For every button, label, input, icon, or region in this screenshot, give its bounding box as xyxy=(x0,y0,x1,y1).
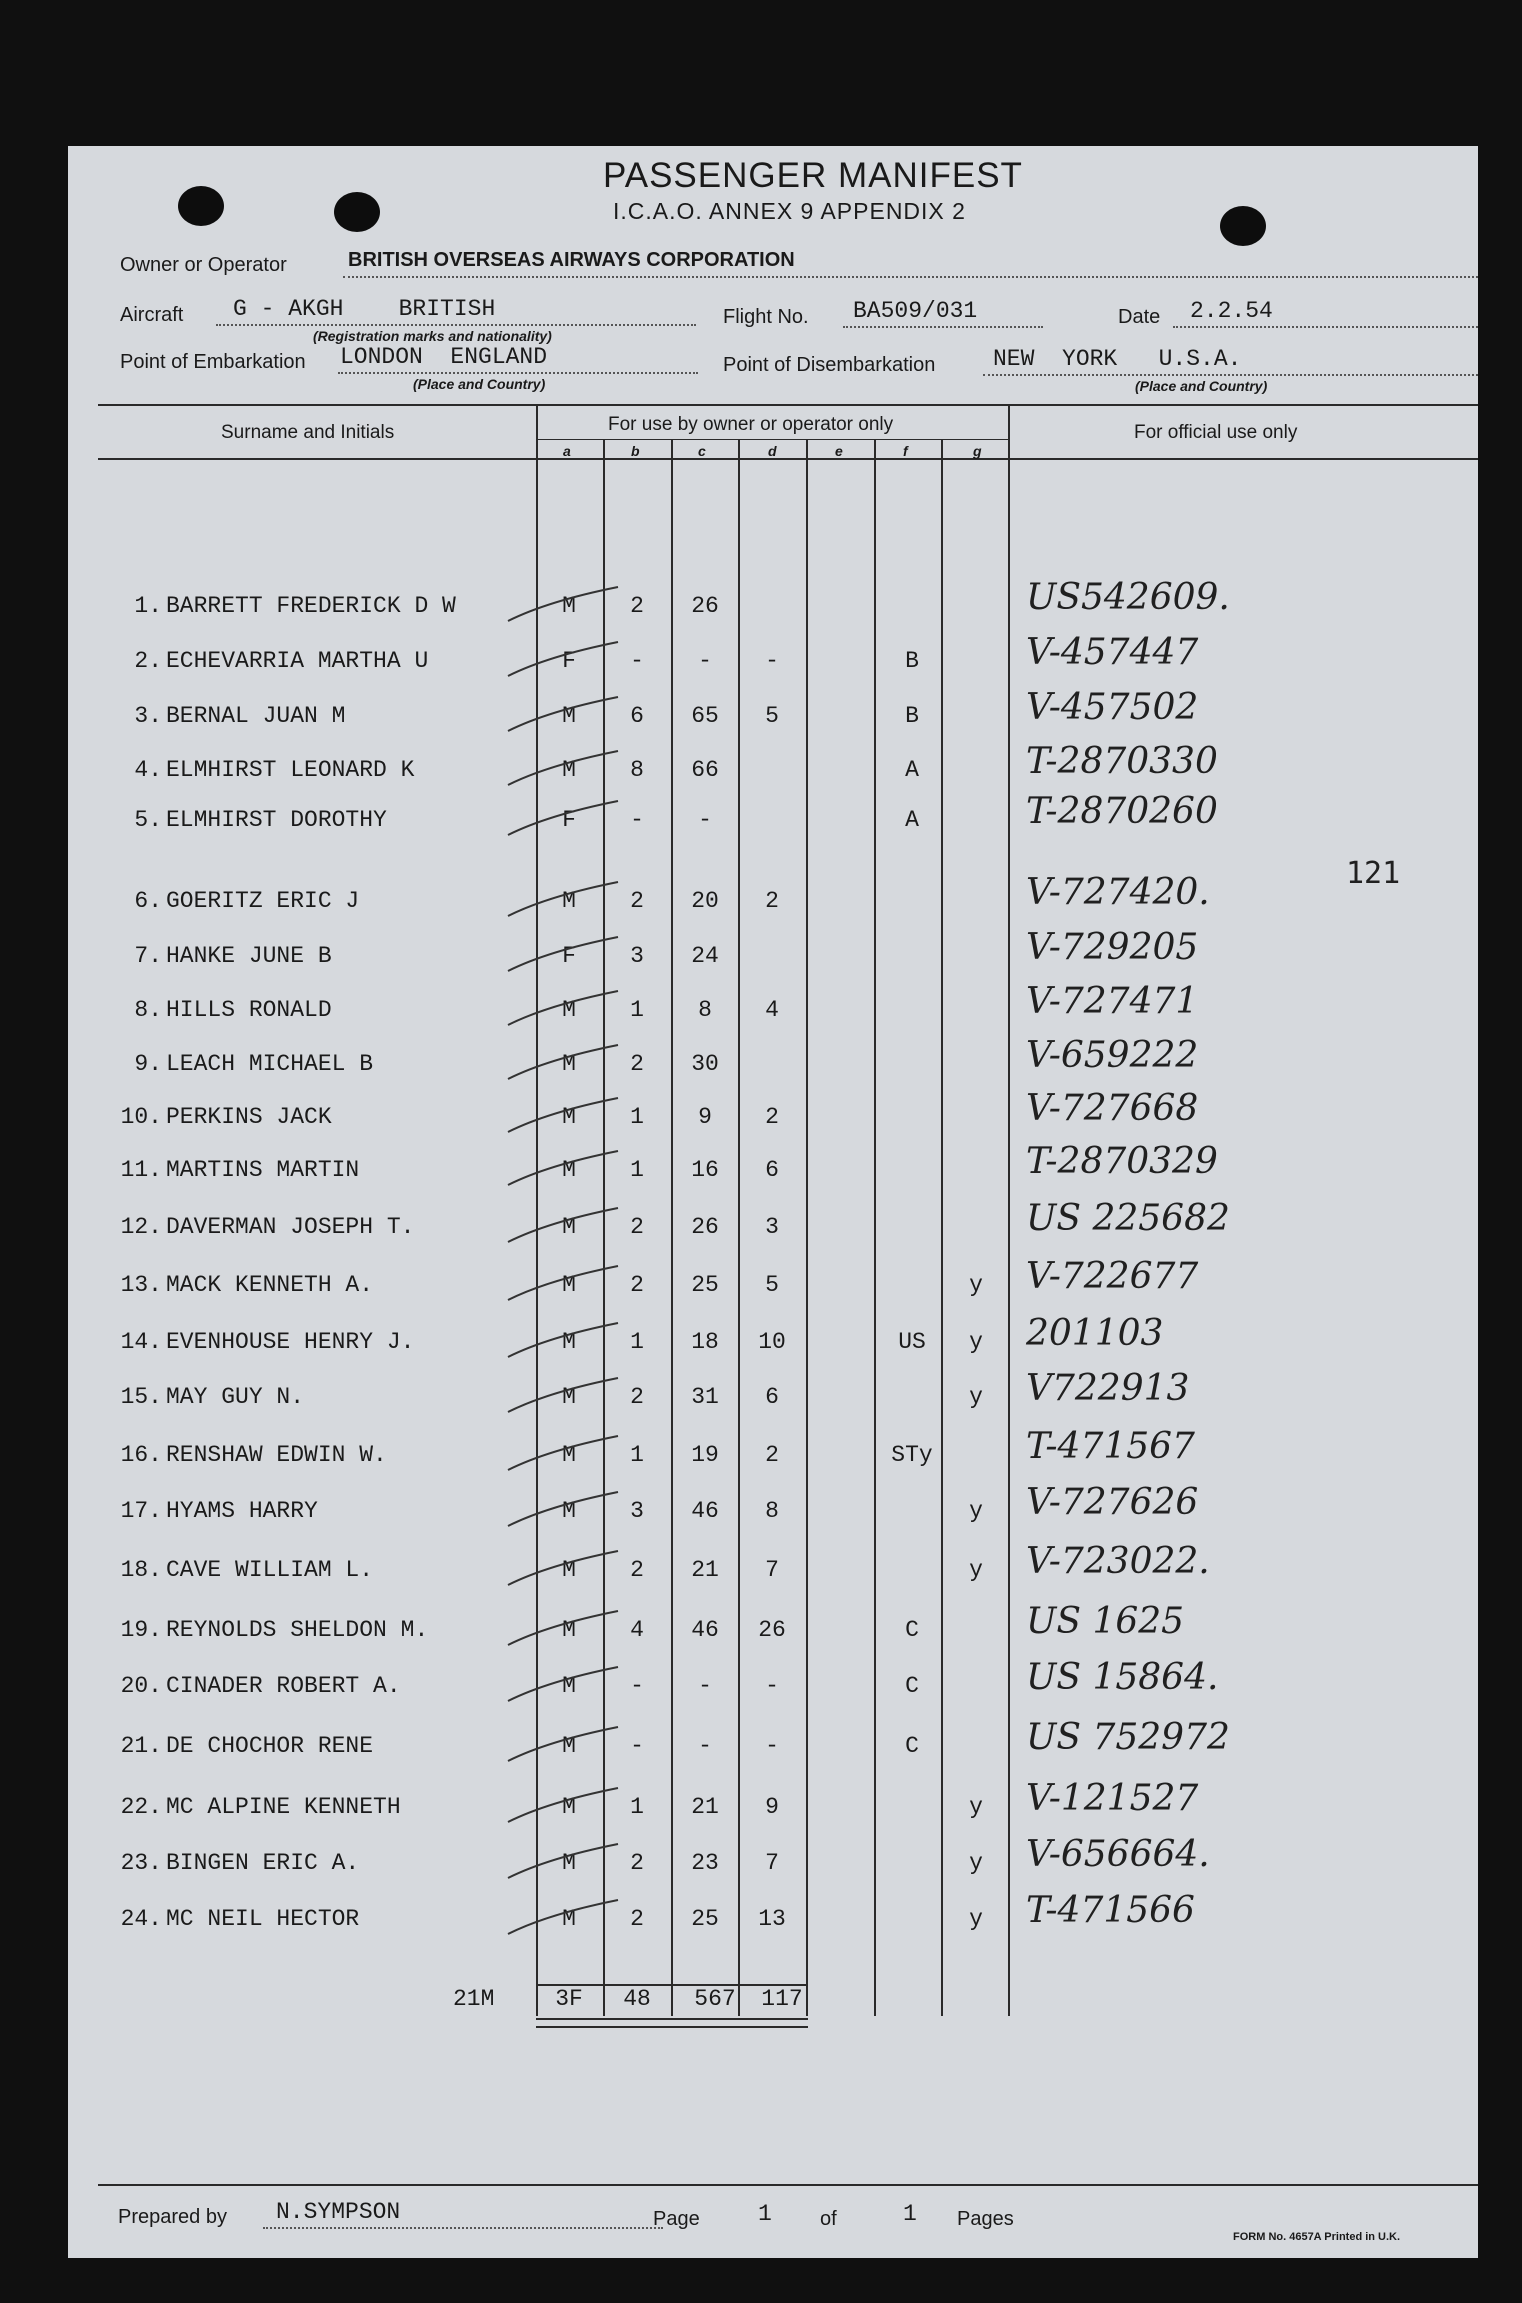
check-mark xyxy=(508,1788,618,1822)
cell-c: - xyxy=(698,1673,712,1699)
cell-b: 2 xyxy=(630,888,644,914)
cell-a: M xyxy=(562,1617,576,1643)
row-number: 1. xyxy=(134,593,162,619)
cell-f: C xyxy=(905,1733,919,1759)
check-mark xyxy=(508,1844,618,1878)
official-passport-number: US 1625 xyxy=(1026,1601,1185,1642)
col-sub-d: d xyxy=(768,443,777,459)
embarkation-note: (Place and Country) xyxy=(413,376,546,392)
cell-b: 8 xyxy=(630,757,644,783)
check-mark xyxy=(508,697,618,731)
passenger-name: REYNOLDS SHELDON M. xyxy=(166,1617,429,1643)
passenger-name: MACK KENNETH A. xyxy=(166,1272,374,1298)
row-number: 24. xyxy=(120,1906,162,1932)
check-mark xyxy=(508,1667,618,1701)
cell-f: B xyxy=(905,703,919,729)
row-number: 6. xyxy=(134,888,162,914)
official-passport-number: V-727471 xyxy=(1026,981,1199,1022)
cell-a: M xyxy=(562,703,576,729)
official-passport-number: V-727420. xyxy=(1026,872,1210,913)
manifest-sheet xyxy=(68,146,1478,2258)
total-d: 117 xyxy=(761,1986,803,2012)
passenger-name: HYAMS HARRY xyxy=(166,1498,318,1524)
official-passport-number: 201103 xyxy=(1026,1313,1164,1354)
cell-c: 65 xyxy=(691,703,719,729)
operator-value: BRITISH OVERSEAS AIRWAYS CORPORATION xyxy=(348,249,795,271)
cell-b: - xyxy=(630,1673,644,1699)
cell-b: - xyxy=(630,807,644,833)
cell-c: 25 xyxy=(691,1906,719,1932)
form-number: FORM No. 4657A Printed in U.K. xyxy=(1233,2231,1401,2243)
cell-a: M xyxy=(562,1442,576,1468)
aircraft-note: (Registration marks and nationality) xyxy=(313,328,552,344)
check-mark xyxy=(508,882,618,916)
check-mark xyxy=(508,1492,618,1526)
row-number: 14. xyxy=(120,1329,162,1355)
col-header-operator-use: For use by owner or operator only xyxy=(608,414,894,435)
prepared-label: Prepared by xyxy=(118,2206,227,2228)
cell-c: 21 xyxy=(691,1557,719,1583)
form-subtitle: I.C.A.O. ANNEX 9 APPENDIX 2 xyxy=(613,198,966,224)
cell-d: 5 xyxy=(765,703,779,729)
check-mark xyxy=(508,1045,618,1079)
check-mark xyxy=(508,1900,618,1934)
cell-b: 2 xyxy=(630,1214,644,1240)
cell-f: C xyxy=(905,1673,919,1699)
operator-label: Owner or Operator xyxy=(120,254,287,276)
check-mark xyxy=(508,751,618,785)
row-number: 18. xyxy=(120,1557,162,1583)
cell-a: M xyxy=(562,1272,576,1298)
official-passport-number: V-457502 xyxy=(1026,687,1199,728)
cell-f: US xyxy=(898,1329,926,1355)
row-number: 19. xyxy=(120,1617,162,1643)
official-passport-number: V-121527 xyxy=(1026,1778,1199,1819)
cell-d: 2 xyxy=(765,888,779,914)
cell-b: 2 xyxy=(630,1384,644,1410)
official-passport-number: US542609. xyxy=(1026,577,1230,618)
col-sub-f: f xyxy=(903,443,908,459)
cell-d: 3 xyxy=(765,1214,779,1240)
passenger-name: RENSHAW EDWIN W. xyxy=(166,1442,387,1468)
cell-f: A xyxy=(905,807,919,833)
official-passport-number: V-656664. xyxy=(1026,1834,1210,1875)
cell-b: 1 xyxy=(630,997,644,1023)
passenger-name: MAY GUY N. xyxy=(166,1384,305,1410)
cell-d: 7 xyxy=(765,1557,779,1583)
cell-a: M xyxy=(562,593,576,619)
cell-a: F xyxy=(562,943,576,969)
total-c: 567 xyxy=(694,1986,736,2012)
cell-c: 19 xyxy=(691,1442,719,1468)
row-number: 21. xyxy=(120,1733,162,1759)
check-mark xyxy=(508,801,618,835)
cell-b: 1 xyxy=(630,1329,644,1355)
cell-c: - xyxy=(698,648,712,674)
col-header-surname: Surname and Initials xyxy=(221,422,395,443)
pages-label: Pages xyxy=(957,2208,1014,2230)
passenger-name: GOERITZ ERIC J xyxy=(166,888,360,914)
flight-label: Flight No. xyxy=(723,306,809,328)
cell-c: 30 xyxy=(691,1051,719,1077)
total-a: 3F xyxy=(555,1986,583,2012)
official-passport-number: T-2870260 xyxy=(1026,791,1218,832)
cell-d: 9 xyxy=(765,1794,779,1820)
row-number: 20. xyxy=(120,1673,162,1699)
check-mark xyxy=(508,1378,618,1412)
row-number: 4. xyxy=(134,757,162,783)
cell-a: M xyxy=(562,1906,576,1932)
cell-c: 26 xyxy=(691,1214,719,1240)
official-passport-number: US 15864. xyxy=(1026,1657,1219,1698)
cell-g: y xyxy=(969,1498,983,1524)
cell-a: M xyxy=(562,1051,576,1077)
cell-b: 2 xyxy=(630,1272,644,1298)
embarkation-value: LONDON ENGLAND xyxy=(340,344,548,370)
cell-g: y xyxy=(969,1794,983,1820)
prepared-value: N.SYMPSON xyxy=(276,2199,401,2225)
col-sub-b: b xyxy=(631,443,640,459)
total-b: 48 xyxy=(623,1986,651,2012)
check-mark xyxy=(508,1323,618,1357)
cell-a: M xyxy=(562,997,576,1023)
cell-c: 24 xyxy=(691,943,719,969)
handwritten-page-number: 121 xyxy=(1346,856,1401,891)
official-passport-number: V722913 xyxy=(1026,1368,1190,1409)
cell-a: M xyxy=(562,1384,576,1410)
cell-g: y xyxy=(969,1272,983,1298)
cell-b: 2 xyxy=(630,1051,644,1077)
cell-a: M xyxy=(562,757,576,783)
row-number: 9. xyxy=(134,1051,162,1077)
cell-c: - xyxy=(698,1733,712,1759)
date-value: 2.2.54 xyxy=(1190,298,1273,324)
row-number: 10. xyxy=(120,1104,162,1130)
row-number: 23. xyxy=(120,1850,162,1876)
cell-c: 21 xyxy=(691,1794,719,1820)
passenger-name: PERKINS JACK xyxy=(166,1104,332,1130)
row-number: 13. xyxy=(120,1272,162,1298)
cell-d: - xyxy=(765,648,779,674)
passenger-name: EVENHOUSE HENRY J. xyxy=(166,1329,415,1355)
cell-b: 2 xyxy=(630,1850,644,1876)
cell-c: 18 xyxy=(691,1329,719,1355)
row-number: 11. xyxy=(120,1157,162,1183)
passenger-name: BINGEN ERIC A. xyxy=(166,1850,360,1876)
form-title: PASSENGER MANIFEST xyxy=(603,156,1023,195)
cell-g: y xyxy=(969,1329,983,1355)
passenger-name: BERNAL JUAN M xyxy=(166,703,346,729)
official-passport-number: V-723022. xyxy=(1026,1541,1210,1582)
cell-c: 9 xyxy=(698,1104,712,1130)
passenger-name: CAVE WILLIAM L. xyxy=(166,1557,374,1583)
col-sub-g: g xyxy=(973,443,982,459)
cell-a: M xyxy=(562,1214,576,1240)
cell-a: M xyxy=(562,1329,576,1355)
official-passport-number: T-471567 xyxy=(1026,1426,1195,1467)
official-passport-number: US 225682 xyxy=(1026,1198,1230,1239)
cell-b: 6 xyxy=(630,703,644,729)
cell-b: 2 xyxy=(630,1906,644,1932)
check-marks xyxy=(68,146,1478,2258)
cell-b: 3 xyxy=(630,943,644,969)
official-passport-number: V-659222 xyxy=(1026,1035,1199,1076)
row-number: 3. xyxy=(134,703,162,729)
col-sub-e: e xyxy=(835,443,843,459)
cell-a: M xyxy=(562,1498,576,1524)
check-mark xyxy=(508,1611,618,1645)
cell-d: 2 xyxy=(765,1442,779,1468)
official-passport-number: V-722677 xyxy=(1026,1256,1199,1297)
passenger-name: ELMHIRST DOROTHY xyxy=(166,807,387,833)
cell-a: M xyxy=(562,1557,576,1583)
check-mark xyxy=(508,642,618,676)
page-label: Page xyxy=(653,2208,700,2230)
official-passport-number: V-457447 xyxy=(1026,632,1199,673)
cell-a: M xyxy=(562,1157,576,1183)
disembarkation-note: (Place and Country) xyxy=(1135,378,1268,394)
cell-d: 4 xyxy=(765,997,779,1023)
passenger-name: BARRETT FREDERICK D W xyxy=(166,593,456,619)
of-label: of xyxy=(820,2208,837,2230)
cell-a: M xyxy=(562,1850,576,1876)
cell-d: 6 xyxy=(765,1157,779,1183)
of-value: 1 xyxy=(903,2201,917,2227)
cell-f: C xyxy=(905,1617,919,1643)
official-passport-number: V-729205 xyxy=(1026,927,1199,968)
cell-d: - xyxy=(765,1733,779,1759)
col-sub-a: a xyxy=(563,443,571,459)
passenger-name: ECHEVARRIA MARTHA U xyxy=(166,648,429,674)
cell-c: 16 xyxy=(691,1157,719,1183)
cell-d: 26 xyxy=(758,1617,786,1643)
check-mark xyxy=(508,1551,618,1585)
row-number: 15. xyxy=(120,1384,162,1410)
passenger-name: HILLS RONALD xyxy=(166,997,332,1023)
official-passport-number: T-2870329 xyxy=(1026,1141,1218,1182)
cell-a: M xyxy=(562,1733,576,1759)
official-passport-number: T-471566 xyxy=(1026,1890,1195,1931)
cell-a: F xyxy=(562,807,576,833)
cell-f: STy xyxy=(891,1442,933,1468)
row-number: 12. xyxy=(120,1214,162,1240)
cell-c: 26 xyxy=(691,593,719,619)
cell-b: 3 xyxy=(630,1498,644,1524)
cell-a: F xyxy=(562,648,576,674)
row-number: 22. xyxy=(120,1794,162,1820)
check-mark xyxy=(508,1266,618,1300)
passenger-name: MARTINS MARTIN xyxy=(166,1157,360,1183)
passenger-name: HANKE JUNE B xyxy=(166,943,332,969)
cell-b: 1 xyxy=(630,1442,644,1468)
row-number: 8. xyxy=(134,997,162,1023)
cell-c: 31 xyxy=(691,1384,719,1410)
cell-b: 4 xyxy=(630,1617,644,1643)
cell-b: - xyxy=(630,648,644,674)
cell-d: - xyxy=(765,1673,779,1699)
cell-a: M xyxy=(562,1104,576,1130)
cell-d: 2 xyxy=(765,1104,779,1130)
row-number: 5. xyxy=(134,807,162,833)
cell-f: B xyxy=(905,648,919,674)
passenger-name: ELMHIRST LEONARD K xyxy=(166,757,415,783)
passenger-name: LEACH MICHAEL B xyxy=(166,1051,374,1077)
cell-a: M xyxy=(562,1794,576,1820)
passenger-name: DE CHOCHOR RENE xyxy=(166,1733,374,1759)
col-sub-c: c xyxy=(698,443,706,459)
cell-b: 1 xyxy=(630,1104,644,1130)
check-mark xyxy=(508,1436,618,1470)
cell-b: - xyxy=(630,1733,644,1759)
cell-d: 13 xyxy=(758,1906,786,1932)
row-number: 17. xyxy=(120,1498,162,1524)
official-passport-number: US 752972 xyxy=(1026,1717,1230,1758)
row-number: 7. xyxy=(134,943,162,969)
cell-f: A xyxy=(905,757,919,783)
flight-value: BA509/031 xyxy=(853,298,978,324)
cell-c: 46 xyxy=(691,1498,719,1524)
embarkation-label: Point of Embarkation xyxy=(120,351,306,373)
official-passport-number: V-727668 xyxy=(1026,1088,1199,1129)
check-mark xyxy=(508,587,618,621)
passenger-name: MC NEIL HECTOR xyxy=(166,1906,360,1932)
cell-d: 5 xyxy=(765,1272,779,1298)
check-mark xyxy=(508,1151,618,1185)
page-value: 1 xyxy=(758,2201,772,2227)
cell-b: 2 xyxy=(630,1557,644,1583)
cell-c: 66 xyxy=(691,757,719,783)
passenger-name: MC ALPINE KENNETH xyxy=(166,1794,401,1820)
cell-b: 1 xyxy=(630,1157,644,1183)
cell-c: - xyxy=(698,807,712,833)
cell-b: 2 xyxy=(630,593,644,619)
check-mark xyxy=(508,991,618,1025)
check-mark xyxy=(508,1098,618,1132)
cell-c: 20 xyxy=(691,888,719,914)
totals-label: 21M xyxy=(453,1986,495,2012)
cell-d: 7 xyxy=(765,1850,779,1876)
cell-c: 23 xyxy=(691,1850,719,1876)
cell-d: 6 xyxy=(765,1384,779,1410)
disembarkation-label: Point of Disembarkation xyxy=(723,354,936,376)
passenger-name: CINADER ROBERT A. xyxy=(166,1673,401,1699)
cell-a: M xyxy=(562,1673,576,1699)
aircraft-value: G - AKGH BRITISH xyxy=(233,296,496,322)
cell-g: y xyxy=(969,1850,983,1876)
cell-c: 46 xyxy=(691,1617,719,1643)
disembarkation-value: NEW YORK U.S.A. xyxy=(993,346,1242,372)
cell-a: M xyxy=(562,888,576,914)
official-passport-number: V-727626 xyxy=(1026,1482,1199,1523)
aircraft-label: Aircraft xyxy=(120,304,184,326)
check-mark xyxy=(508,1208,618,1242)
official-passport-number: T-2870330 xyxy=(1026,741,1218,782)
col-header-official-use: For official use only xyxy=(1134,422,1298,443)
check-mark xyxy=(508,1727,618,1761)
row-number: 16. xyxy=(120,1442,162,1468)
cell-c: 8 xyxy=(698,997,712,1023)
passenger-name: DAVERMAN JOSEPH T. xyxy=(166,1214,415,1240)
cell-g: y xyxy=(969,1384,983,1410)
cell-g: y xyxy=(969,1557,983,1583)
cell-b: 1 xyxy=(630,1794,644,1820)
row-number: 2. xyxy=(134,648,162,674)
date-label: Date xyxy=(1118,306,1161,328)
cell-c: 25 xyxy=(691,1272,719,1298)
cell-g: y xyxy=(969,1906,983,1932)
cell-d: 8 xyxy=(765,1498,779,1524)
check-mark xyxy=(508,937,618,971)
cell-d: 10 xyxy=(758,1329,786,1355)
